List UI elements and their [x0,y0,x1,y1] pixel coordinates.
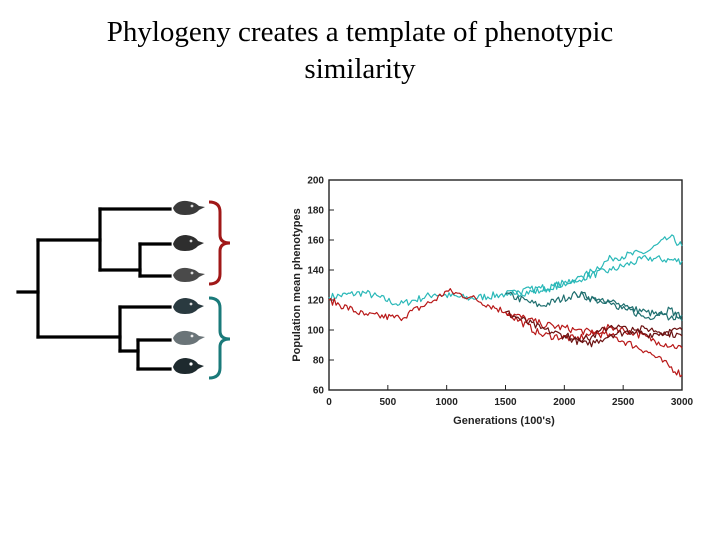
bird-head-icon [173,201,205,215]
x-tick-label: 1500 [494,397,517,408]
bird-head-icon [173,298,204,314]
y-tick-label: 60 [312,385,324,397]
bird-head-icon [173,268,205,282]
y-tick-label: 120 [307,295,324,307]
x-tick-label: 500 [379,397,397,408]
series-line-2 [506,235,683,295]
x-tick-label: 2000 [553,397,576,408]
plot-frame [329,180,682,390]
bird-head-icon [173,235,204,251]
series-line-6 [506,312,683,349]
y-tick-label: 180 [307,205,324,217]
bird-head-icon [173,331,205,345]
clade-bracket-upper [209,202,230,284]
title-line-1: Phylogeny creates a template of phenotypic [106,16,614,48]
y-axis [307,176,334,397]
x-tick-label: 1000 [435,397,458,408]
clade-bracket-lower [209,298,230,378]
series-line-1 [329,256,682,306]
x-tick-label: 0 [326,397,332,408]
phenotype-chart [280,168,700,438]
y-tick-label: 140 [307,265,324,277]
y-tick-label: 160 [307,235,324,247]
series-layer [329,235,682,377]
x-tick-label: 3000 [670,397,694,408]
y-tick-label: 200 [307,175,324,187]
y-tick-label: 80 [312,355,324,367]
bird-head-icon [173,358,204,374]
slide-title [0,14,720,88]
x-axis-label: Generations (100's) [453,415,555,427]
y-tick-label: 100 [307,325,324,337]
y-axis-label: Population mean phenotypes [291,208,303,362]
x-axis [326,385,693,408]
title-line-2: similarity [304,53,416,85]
phylogeny-tree [0,180,260,390]
x-tick-label: 2500 [612,397,635,408]
